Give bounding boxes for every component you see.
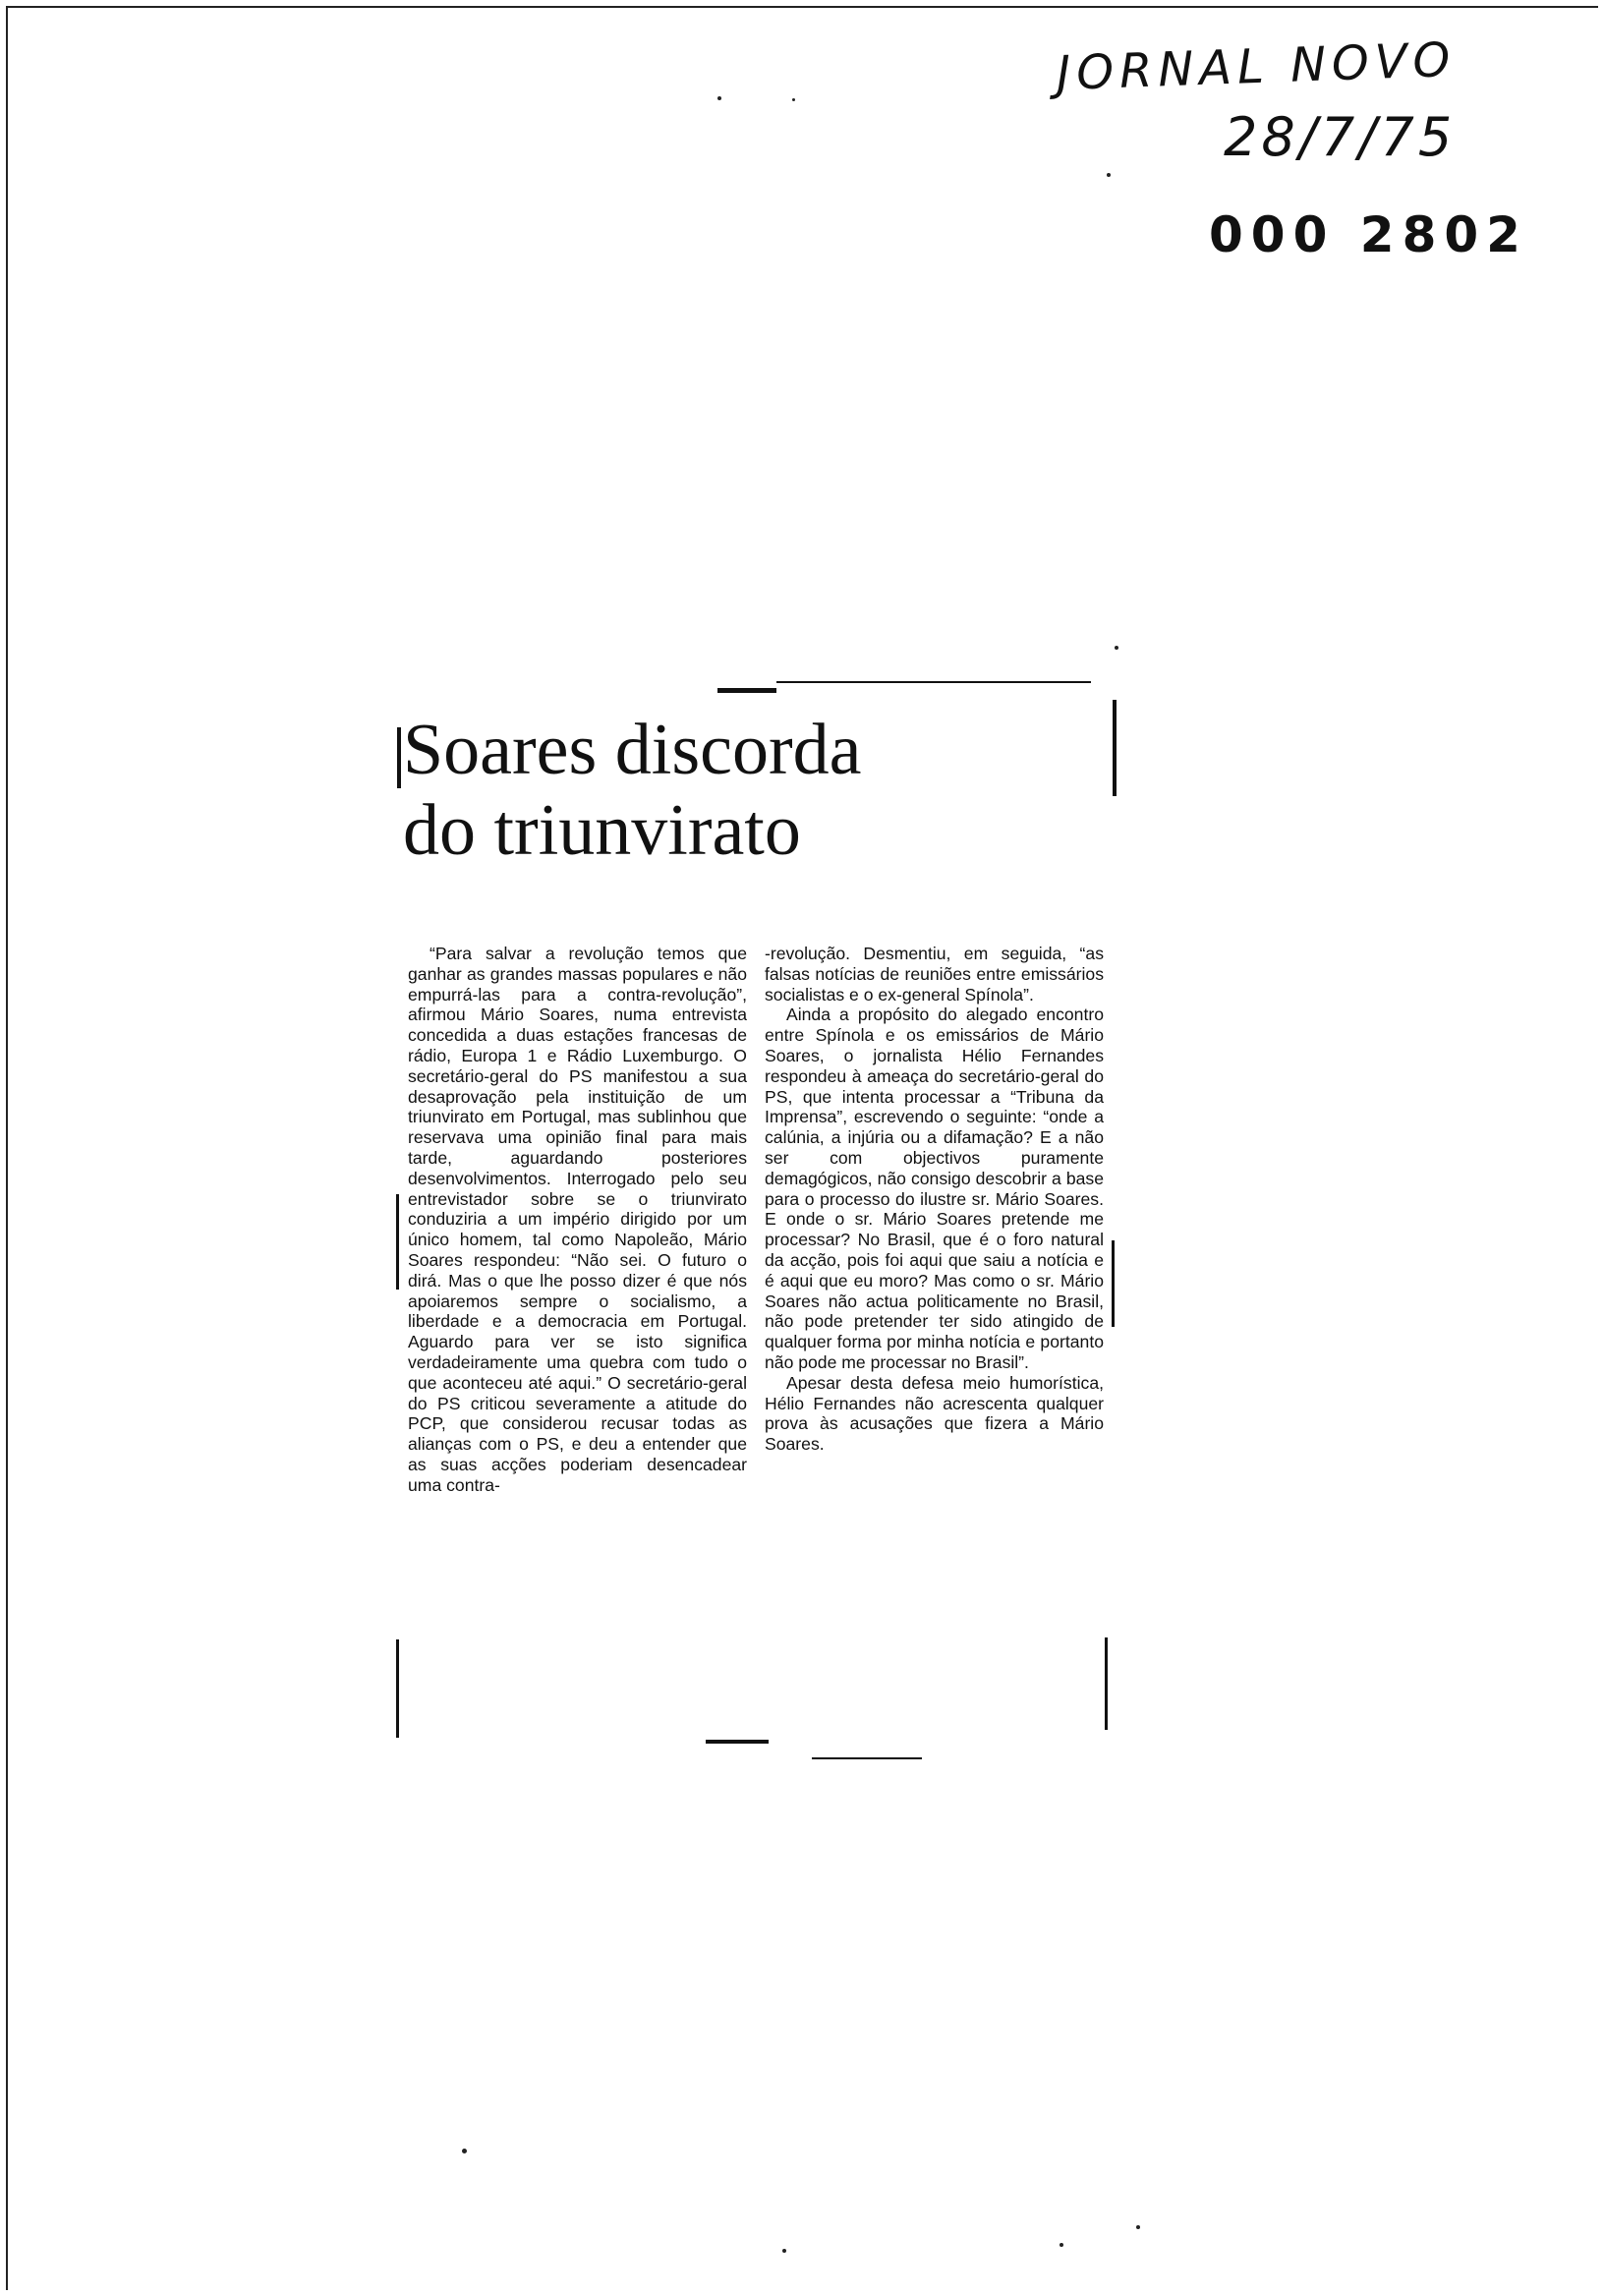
document-number-stamp: 000 2802 <box>1209 206 1528 263</box>
column-1-paragraph: “Para salvar a revolução temos que ganhar as grandes massas populares e não empurrá-las para a contra-revolução”, afirmou Mário Soares, numa entrevista concedida a duas estações francesas de rádio, Europa 1 e Rádio Luxemburgo. O secretário-geral do PS manifestou a sua desaprovação pela instituição de um triunvirato em Portugal, mas sublinhou que reservava uma opinião final para mais tarde, aguardando posteriores desenvolvimentos. Interrogado pelo seu entrevistador sobre se o triunvirato conduziria a um império dirigido por um único homem, tal como Napoleão, Mário Soares respondeu: “Não sei. O futuro o dirá. Mas o que lhe posso dizer é que nós apoiaremos sempre o socialismo, a liberdade e a democracia em Portugal. Aguardo para ver se isto significa verdadeiramente uma quebra com tudo o que aconteceu até aqui.” O secretário-geral do PS criticou severamente a atitude do PCP, que considerou recusar todas as alianças com o PS, e deu a entender que as suas acções poderiam desencadear uma contra- <box>408 944 747 1495</box>
column-2-paragraph-2: Apesar desta defesa meio humorística, Hélio Fernandes não acrescenta qualquer prova às acusações que fizera a Mário Soares. <box>765 1372 1104 1455</box>
handwritten-date: 28/7/75 <box>1224 106 1457 168</box>
column-2-margin-mark-lower <box>1105 1637 1108 1730</box>
column-1-margin-mark-lower <box>396 1639 399 1738</box>
headline-line-2: do triunvirato <box>403 790 801 871</box>
scan-edge-left <box>6 6 8 2290</box>
top-rule-thin <box>776 681 1091 683</box>
article-column-2 <box>765 944 1104 1455</box>
headline-left-bar <box>397 727 401 788</box>
scan-speck <box>1115 646 1118 650</box>
scan-speck <box>792 98 795 101</box>
column-2-continuation: -revolução. Desmentiu, em seguida, “as falsas notícias de reuniões entre emissários socialistas e o ex-general Spínola”. <box>765 944 1104 1004</box>
headline-line-1: Soares discorda <box>403 710 862 790</box>
article-headline <box>403 710 1111 871</box>
top-rule-thick <box>717 688 776 693</box>
scan-speck <box>462 2149 467 2153</box>
handwritten-newspaper-name: JORNAL NOVO <box>1056 31 1458 102</box>
column-1-margin-mark-upper <box>396 1194 399 1290</box>
column-2-paragraph-1: Ainda a propósito do alegado encontro entre Spínola e os emissários de Mário Soares, o jornalista Hélio Fernandes respondeu à ameaça do secretário-geral do PS, que intenta processar a “Tribuna da Imprensa”, escrevendo o seguinte: “onde a calúnia, a injúria ou a difamação? E a não ser com objectivos puramente demagógicos, não consigo descobrir a base para o processo do ilustre sr. Mário Soares. E onde o sr. Mário Soares pretende me processar? No Brasil, que é o foro natural da acção, pois foi aqui que saiu a notícia e é aqui que eu moro? Mas como o sr. Mário Soares não actua politicamente no Brasil, não pode pretender ter sido atingido de qualquer forma por minha notícia e portanto não pode me processar no Brasil”. <box>765 1004 1104 1372</box>
scan-speck <box>1060 2243 1063 2247</box>
scan-speck <box>1107 173 1111 177</box>
scan-edge-top <box>6 6 1598 8</box>
scan-speck <box>1136 2225 1140 2229</box>
bottom-rule-thin <box>812 1757 922 1759</box>
scan-speck <box>717 96 721 100</box>
column-2-margin-mark-upper <box>1112 1240 1115 1327</box>
bottom-rule-thick <box>706 1740 769 1744</box>
article-column-1 <box>408 944 747 1496</box>
scan-speck <box>782 2249 786 2253</box>
headline-right-bar <box>1113 700 1117 796</box>
